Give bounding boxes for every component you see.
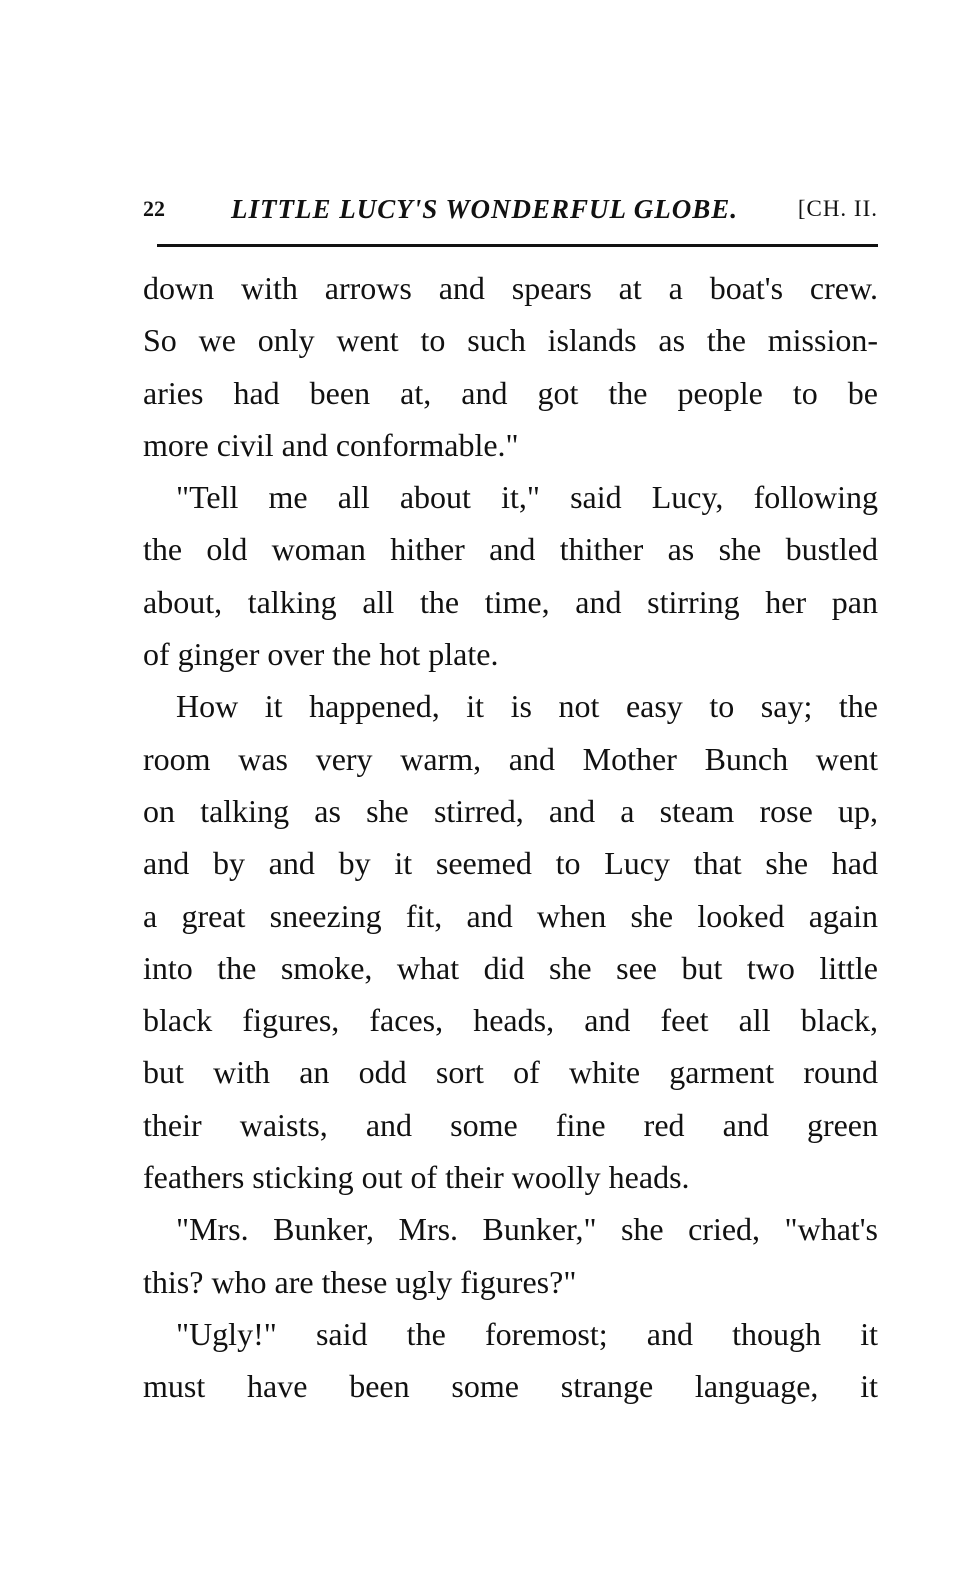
- body-text: [143, 262, 878, 1413]
- text-line: into the smoke, what did she see but two little: [143, 949, 878, 986]
- running-header: [143, 188, 878, 238]
- text-line: a great sneezing fit, and when she looked again: [143, 897, 878, 934]
- text-line: black figures, faces, heads, and feet all black,: [143, 1002, 878, 1039]
- text-line: down with arrows and spears at a boat's crew.: [143, 270, 878, 306]
- text-line: "Ugly!" said the foremost; and though it: [176, 1315, 878, 1352]
- text-line: of ginger over the hot plate.: [143, 636, 499, 673]
- text-line: and by and by it seemed to Lucy that she had: [143, 845, 878, 882]
- text-line: about, talking all the time, and stirring her pan: [143, 583, 878, 620]
- text-line: but with an odd sort of white garment round: [143, 1054, 878, 1091]
- text-line: aries had been at, and got the people to be: [143, 374, 878, 411]
- text-line: this? who are these ugly figures?": [143, 1263, 577, 1300]
- text-line: room was very warm, and Mother Bunch went: [143, 740, 878, 777]
- text-line: feathers sticking out of their woolly heads.: [143, 1159, 690, 1196]
- running-title: LITTLE LUCY'S WONDERFUL GLOBE.: [231, 194, 739, 224]
- text-line: So we only went to such islands as the mission-: [143, 322, 878, 359]
- text-line: more civil and conformable.": [143, 426, 519, 463]
- text-line: the old woman hither and thither as she bustled: [143, 531, 878, 568]
- header-rule: [157, 244, 878, 247]
- chapter-reference: [CH. II.: [797, 196, 878, 221]
- page-number: 22: [143, 196, 165, 221]
- text-line: their waists, and some fine red and green: [143, 1106, 878, 1143]
- text-line: "Tell me all about it," said Lucy, following: [176, 479, 878, 516]
- text-line: must have been some strange language, it: [143, 1368, 878, 1405]
- text-line: How it happened, it is not easy to say; the: [176, 688, 878, 725]
- text-line: on talking as she stirred, and a steam rose up,: [143, 792, 878, 829]
- text-line: "Mrs. Bunker, Mrs. Bunker," she cried, "what's: [176, 1211, 878, 1248]
